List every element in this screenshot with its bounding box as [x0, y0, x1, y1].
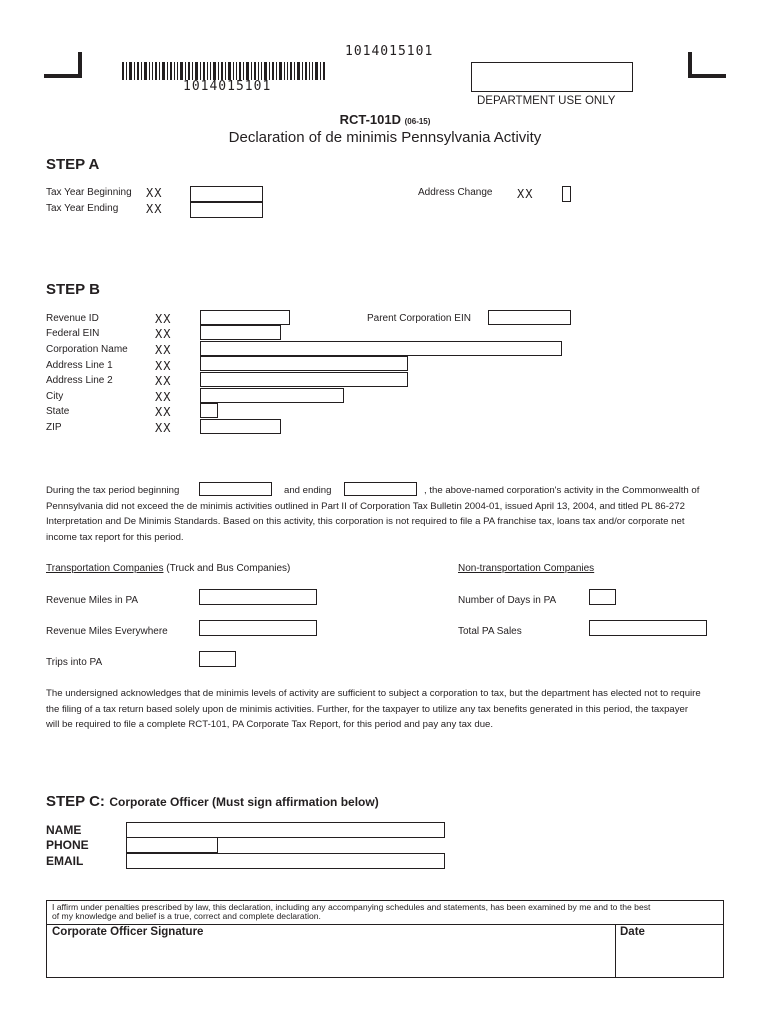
state-field[interactable]: [200, 403, 218, 418]
transportation-heading-text: Transportation Companies: [46, 563, 164, 574]
officer-name-field[interactable]: [126, 822, 445, 838]
corporation-name-marker: XX: [155, 343, 172, 357]
date-label: Date: [620, 926, 645, 938]
address-change-marker: XX: [517, 187, 534, 201]
officer-email-label: EMAIL: [46, 854, 84, 868]
step-a-heading: STEP A: [46, 156, 100, 173]
trips-into-pa-label: Trips into PA: [46, 657, 103, 668]
revenue-miles-pa-label: Revenue Miles in PA: [46, 595, 139, 606]
address-line-1-marker: XX: [155, 359, 172, 373]
address-line-1-label: Address Line 1: [46, 360, 113, 371]
address-change-checkbox[interactable]: [562, 186, 571, 202]
officer-email-field[interactable]: [126, 853, 445, 869]
period-text-line-4: income tax report for this period.: [46, 532, 184, 543]
days-in-pa-field[interactable]: [589, 589, 616, 605]
period-text-line-1: , the above-named corporation's activity in the Commonwealth of: [424, 485, 700, 496]
total-pa-sales-label: Total PA Sales: [458, 626, 522, 637]
period-ending-label: and ending: [284, 485, 332, 496]
department-use-label: DEPARTMENT USE ONLY: [477, 95, 616, 107]
corner-mark-left: [44, 52, 82, 78]
federal-ein-marker: XX: [155, 327, 172, 341]
city-field[interactable]: [200, 388, 344, 403]
revenue-miles-everywhere-field[interactable]: [199, 620, 317, 636]
address-line-2-label: Address Line 2: [46, 375, 113, 386]
city-label: City: [46, 391, 64, 402]
days-in-pa-label: Number of Days in PA: [458, 595, 557, 606]
period-ending-field[interactable]: [344, 482, 417, 496]
tax-year-ending-field[interactable]: [190, 202, 263, 218]
acknowledgement-line-2: the filing of a tax return based solely upon de minimis activities. Further, for the taxpayer to utilize any tax benefits generated in this period, the taxpayer: [46, 704, 689, 715]
affirmation-line-2: of my knowledge and belief is a true, correct and complete declaration.: [52, 911, 321, 921]
tax-year-beginning-marker: XX: [146, 186, 163, 200]
step-c-title: STEP C:: [46, 793, 105, 810]
barcode-top-number: 1014015101: [345, 44, 434, 59]
revenue-id-marker: XX: [155, 312, 172, 326]
step-c-heading: [46, 793, 379, 811]
step-b-heading: STEP B: [46, 281, 100, 298]
corporation-name-label: Corporation Name: [46, 344, 128, 355]
officer-name-label: NAME: [46, 823, 82, 837]
signature-field[interactable]: [48, 942, 613, 976]
corner-mark-right: [688, 52, 726, 78]
date-field[interactable]: [618, 942, 722, 976]
form-id-text: RCT-101D: [339, 112, 401, 127]
address-change-label: Address Change: [418, 187, 493, 198]
officer-phone-label: PHONE: [46, 838, 89, 852]
period-text-line-2: Pennsylvania did not exceed the de minimis activities outlined in Part II of Corporation Tax Bulletin 2004-01, issued April 13, 2004, and titled PL 86-272: [46, 501, 685, 512]
step-c-subtitle: Corporate Officer (Must sign affirmation below): [109, 795, 379, 809]
signature-label: Corporate Officer Signature: [52, 926, 204, 938]
trips-into-pa-field[interactable]: [199, 651, 236, 667]
form-title: Declaration of de minimis Pennsylvania Activity: [228, 129, 542, 146]
transportation-heading-suffix: (Truck and Bus Companies): [163, 563, 291, 574]
zip-marker: XX: [155, 421, 172, 435]
barcode-bottom-number: 1014015101: [183, 79, 272, 94]
parent-ein-field[interactable]: [488, 310, 571, 325]
revenue-id-field[interactable]: [200, 310, 290, 325]
address-line-2-field[interactable]: [200, 372, 408, 387]
officer-phone-field[interactable]: [126, 837, 218, 853]
tax-year-ending-marker: XX: [146, 202, 163, 216]
period-text-line-3: Interpretation and De Minimis Standards. Based on this activity, this corporation is not required to file a PA franchise tax, loans tax and/or corporate net: [46, 516, 685, 527]
affirmation-divider: [46, 924, 724, 925]
barcode: [122, 62, 327, 80]
total-pa-sales-field[interactable]: [589, 620, 707, 636]
city-marker: XX: [155, 390, 172, 404]
state-label: State: [46, 406, 70, 417]
acknowledgement-line-1: The undersigned acknowledges that de minimis levels of activity are sufficient to subject a corporation to tax, but the department has elected not to require: [46, 688, 701, 699]
parent-ein-label: Parent Corporation EIN: [367, 313, 471, 324]
corporation-name-field[interactable]: [200, 341, 562, 356]
acknowledgement-line-3: will be required to file a complete RCT-101, PA Corporate Tax Report, for this period and pay any tax due.: [46, 719, 494, 730]
address-line-2-marker: XX: [155, 374, 172, 388]
zip-field[interactable]: [200, 419, 281, 434]
tax-year-beginning-field[interactable]: [190, 186, 263, 202]
zip-label: ZIP: [46, 422, 62, 433]
tax-year-beginning-label: Tax Year Beginning: [46, 187, 132, 198]
period-beginning-label: During the tax period beginning: [46, 485, 180, 496]
revenue-miles-everywhere-label: Revenue Miles Everywhere: [46, 626, 168, 637]
address-line-1-field[interactable]: [200, 356, 408, 371]
federal-ein-label: Federal EIN: [46, 328, 100, 339]
form-revision: (06-15): [404, 117, 431, 126]
signature-date-divider: [615, 924, 616, 978]
transportation-heading: [46, 563, 290, 574]
affirmation-line-1: I affirm under penalties prescribed by law, this declaration, including any accompanying schedules and statements, has been examined by me and to the best: [52, 902, 651, 912]
department-use-box: [471, 62, 633, 92]
period-beginning-field[interactable]: [199, 482, 272, 496]
state-marker: XX: [155, 405, 172, 419]
federal-ein-field[interactable]: [200, 325, 281, 340]
revenue-id-label: Revenue ID: [46, 313, 99, 324]
form-id: [0, 112, 770, 127]
revenue-miles-pa-field[interactable]: [199, 589, 317, 605]
nontransportation-heading: Non-transportation Companies: [458, 563, 595, 574]
tax-year-ending-label: Tax Year Ending: [46, 203, 119, 214]
